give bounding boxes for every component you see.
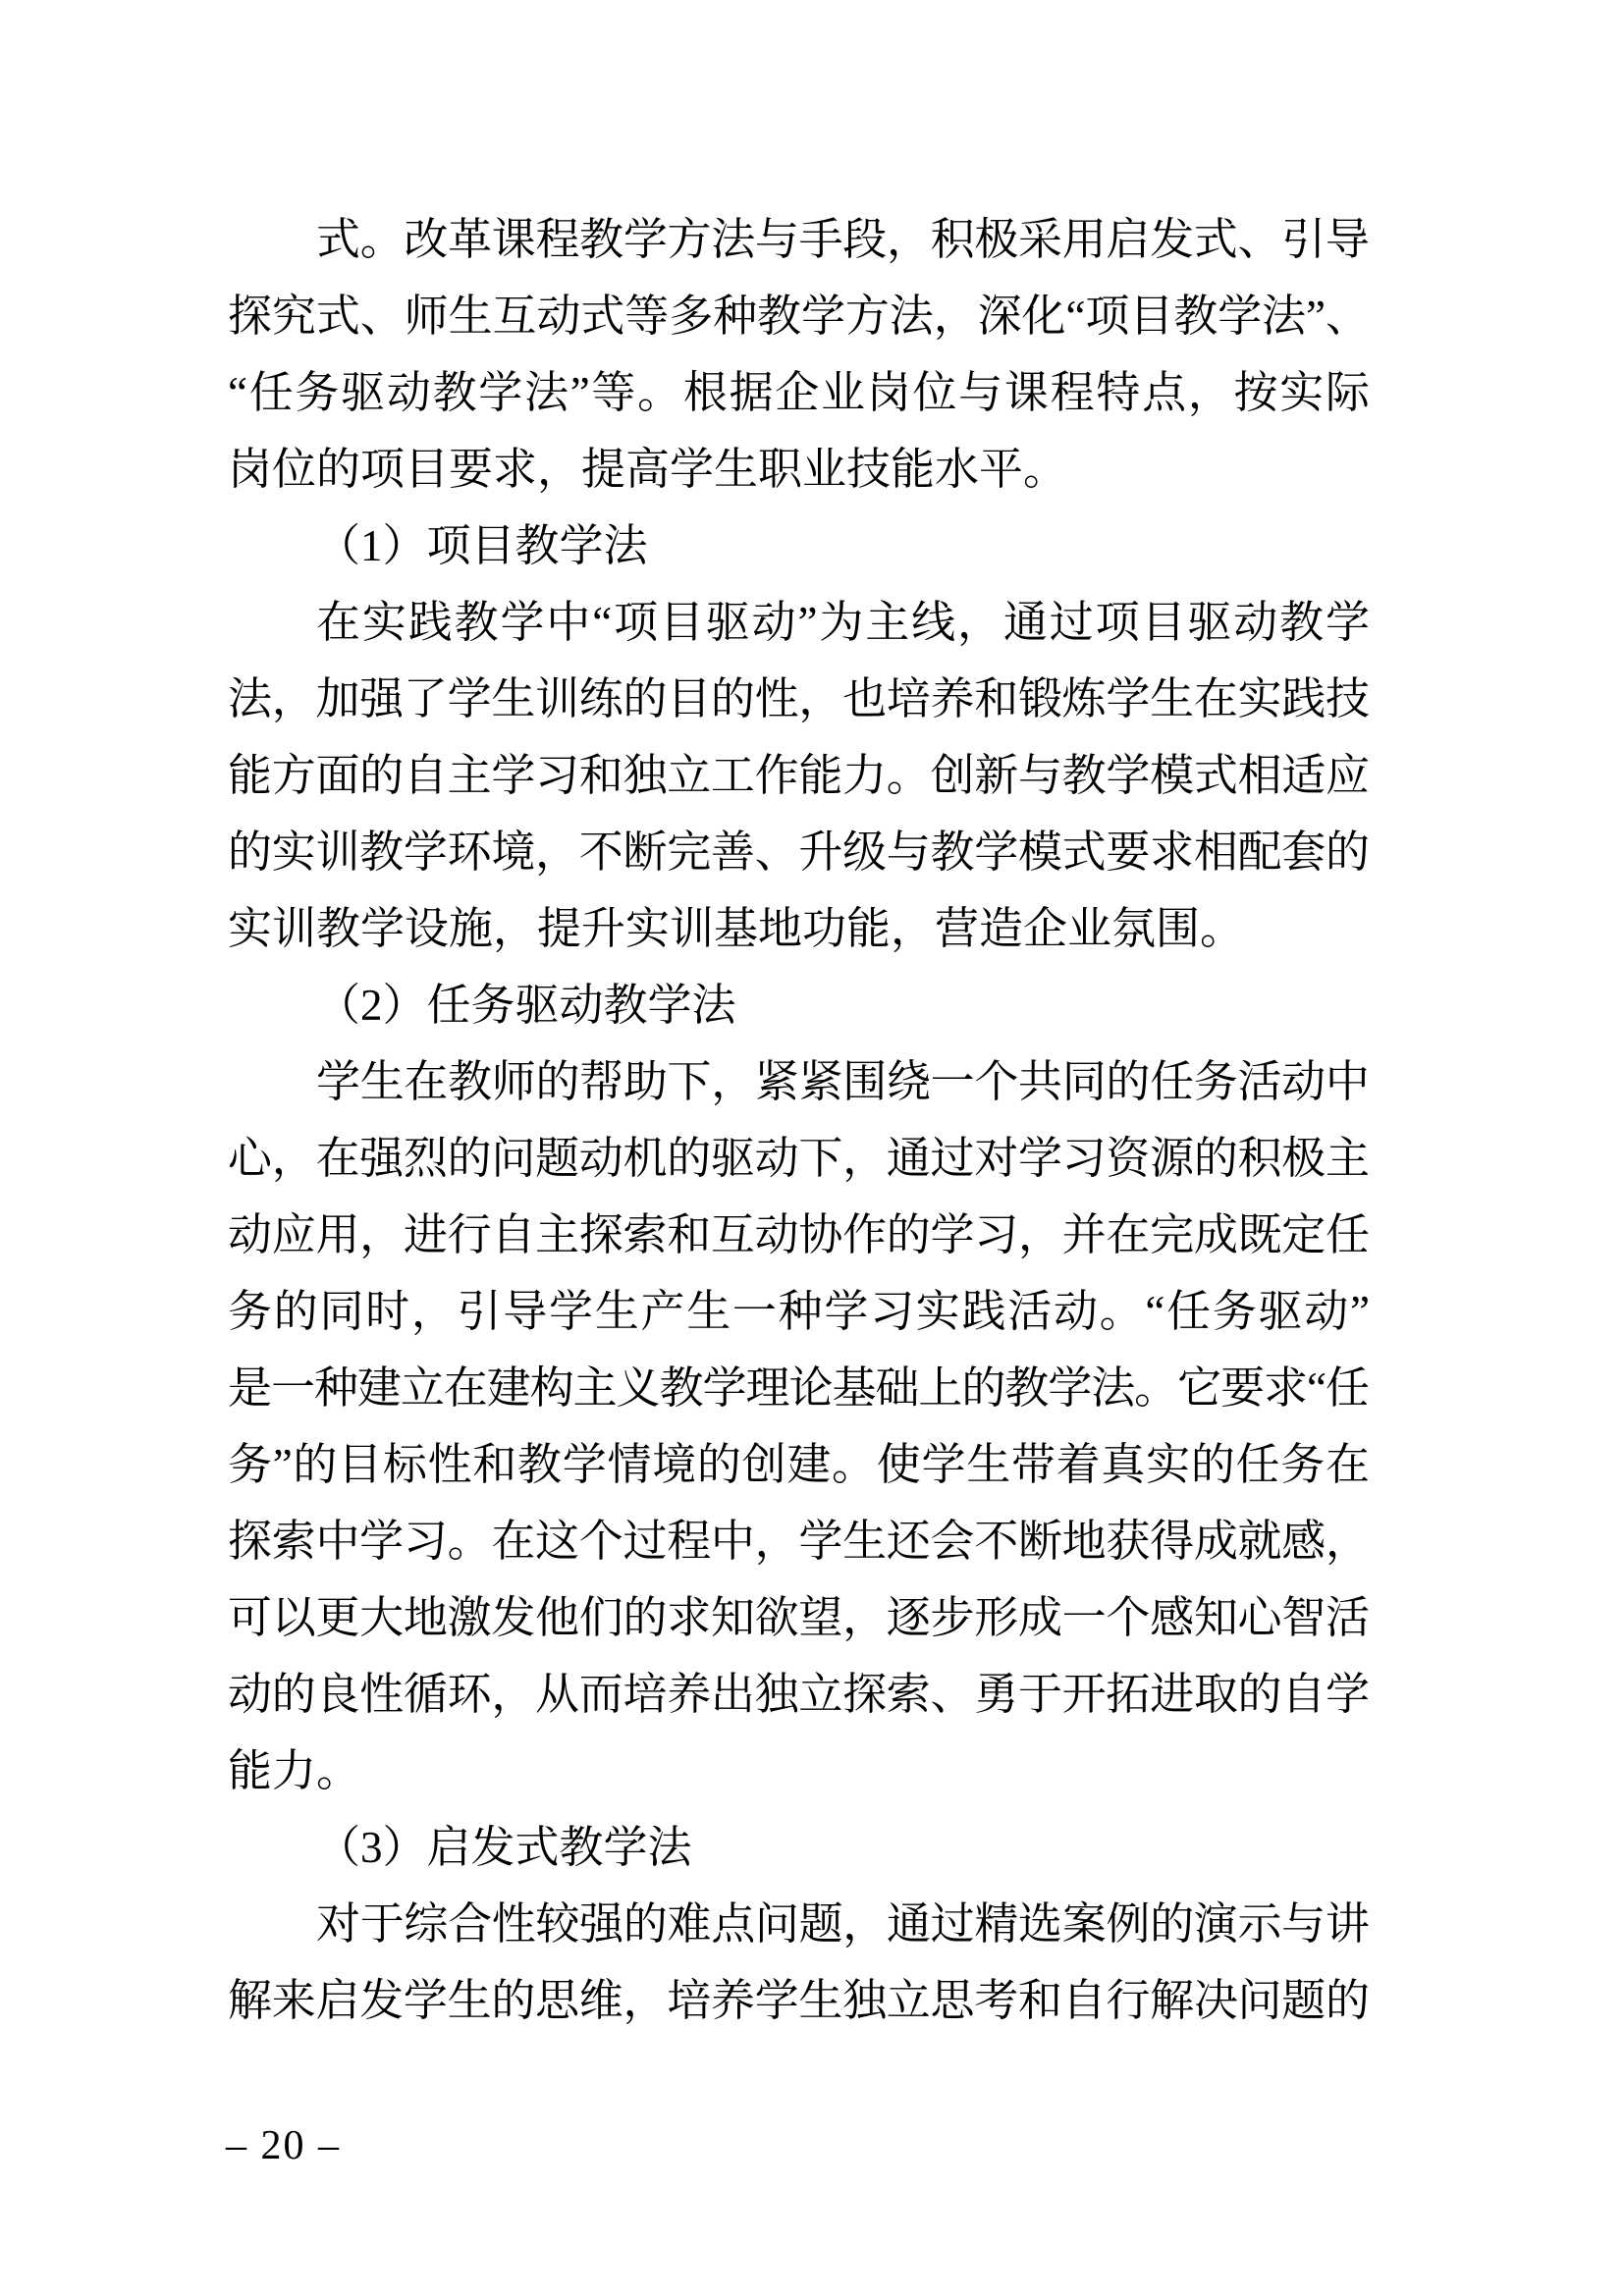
text-line: 的实训教学环境，不断完善、升级与教学模式要求相配套的 bbox=[228, 828, 1370, 877]
text-line: 法，加强了学生训练的目的性，也培养和锻炼学生在实践技 bbox=[228, 674, 1370, 723]
text-line: 实训教学设施，提升实训基地功能，营造企业氛围。 bbox=[228, 904, 1245, 953]
text-line: 岗位的项目要求，提高学生职业技能水平。 bbox=[228, 445, 1068, 494]
text-line: “任务驱动教学法”等。根据企业岗位与课程特点，按实际 bbox=[228, 368, 1372, 417]
text-line: 能力。 bbox=[228, 1746, 361, 1795]
section-heading: （3）启发式教学法 bbox=[316, 1823, 692, 1872]
section-heading: （1）项目教学法 bbox=[316, 521, 648, 570]
text-line: 务”的目标性和教学情境的创建。使学生带着真实的任务在 bbox=[228, 1440, 1371, 1489]
text-line: 是一种建立在建构主义教学理论基础上的教学法。它要求“任 bbox=[228, 1363, 1369, 1413]
section-heading: （2）任务驱动教学法 bbox=[316, 981, 736, 1030]
text-line: 务的同时，引导学生产生一种学习实践活动。“任务驱动” bbox=[228, 1287, 1372, 1336]
page-number: – 20 – bbox=[226, 2123, 341, 2168]
text-line: 在实践教学中“项目驱动”为主线，通过项目驱动教学 bbox=[316, 598, 1372, 647]
text-line: 可以更大地激发他们的求知欲望，逐步形成一个感知心智活 bbox=[228, 1593, 1370, 1642]
text-line: 对于综合性较强的难点问题，通过精选案例的演示与讲 bbox=[316, 1899, 1370, 1949]
text-line: 解来启发学生的思维，培养学生独立思考和自行解决问题的 bbox=[228, 1976, 1370, 2025]
text-line: 探索中学习。在这个过程中，学生还会不断地获得成就感， bbox=[228, 1517, 1370, 1566]
text-line: 动的良性循环，从而培养出独立探索、勇于开拓进取的自学 bbox=[228, 1670, 1370, 1719]
text-line: 心，在强烈的问题动机的驱动下，通过对学习资源的积极主 bbox=[228, 1134, 1370, 1183]
text-line: 学生在教师的帮助下，紧紧围绕一个共同的任务活动中 bbox=[316, 1057, 1370, 1106]
body-text bbox=[228, 201, 1370, 2039]
text-line: 能方面的自主学习和独立工作能力。创新与教学模式相适应 bbox=[228, 751, 1370, 800]
text-line: 探究式、师生互动式等多种教学方法，深化“项目教学法”、 bbox=[228, 292, 1370, 341]
text-line: 动应用，进行自主探索和互动协作的学习，并在完成既定任 bbox=[228, 1210, 1370, 1259]
text-line: 式。改革课程教学方法与手段，积极采用启发式、引导 bbox=[316, 215, 1370, 264]
